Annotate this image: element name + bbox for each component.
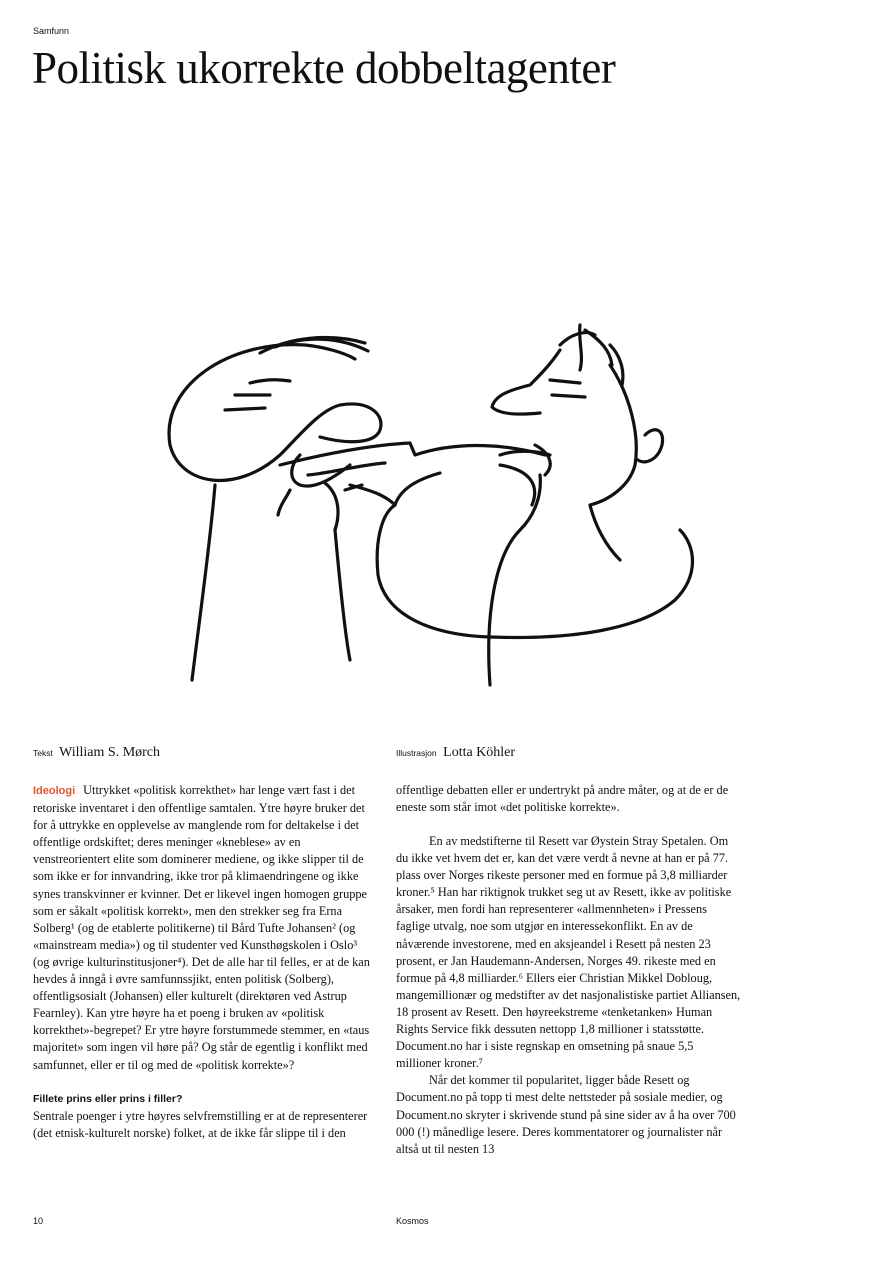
author-label: Tekst	[33, 748, 53, 758]
article-paragraph-4: Når det kommer til popularitet, ligger både Resett og Document.no på topp ti mest delte nettsteder på sosiale medier, og Document.no skryter i skrivende stund på sine sider av å ha over 700 000 (!) månedlige lesere. Deres kommentatorer og journalister når altså ut til nesten 13	[396, 1073, 736, 1156]
article-column-right	[396, 782, 741, 1158]
article-paragraph-2: Sentrale poenger i ytre høyres selvfremstilling er at de representerer (det etnisk-kulturelt norske) folket, at de ikke får slippe til i den	[33, 1108, 368, 1140]
article-subheading: Fillete prins eller prins i filler?	[33, 1092, 183, 1105]
author-credit	[33, 745, 160, 761]
illustrator-label: Illustrasjon	[396, 748, 437, 758]
article-headline: Politisk ukorrekte dobbeltagenter	[32, 43, 616, 93]
author-name: William S. Mørch	[59, 745, 161, 760]
article-paragraph-2-continued	[396, 782, 741, 833]
page-number: 10	[33, 1216, 44, 1226]
article-column-left	[33, 782, 373, 1142]
paragraph-2-continued-text: offentlige debatten eller er undertrykt på andre måter, og at de er de eneste som står imot «det politiske korrekte».	[396, 783, 729, 815]
illustrator-name: Lotta Köhler	[443, 745, 516, 760]
article-paragraph-3: En av medstifterne til Resett var Øystein Stray Spetalen. Om du ikke vet hvem det er, kan det være verdt å nevne at han er på 77. plass over Norges rikeste personer med en formue på 3,8 milliarder kroner.⁵ Han har riktignok trukket seg ut av Resett, ikke av politiske årsaker, men fordi han representerer «allmennheten» i Pressens faglige utvalg, noe som utgjør en interessekonflikt. En av de nåværende investorene, med en aksjeandel i Resett på nesten 23 prosent, er Jan Haudemann-Andersen, Norges 49. rikeste med en formue på 4,8 milliarder.⁶ Ellers eier Christian Mikkel Dobloug, mangemillionær og medstifter av det nasjonalistiske partiet Alliansen, 18 prosent av Resett. Den høyreekstreme «tenketanken» Human Rights Service fikk dessuten nettopp 1,8 millioner i statsstøtte. Document.no har i siste regnskap en omsetning på snaue 5,5 millioner kroner.⁷	[396, 834, 741, 1071]
two-men-speech-bubble-icon	[140, 315, 700, 695]
article-paragraph-1	[33, 782, 373, 1074]
ideology-kicker: Ideologi	[33, 785, 76, 797]
illustration	[140, 315, 700, 695]
paragraph-1-text: Uttrykket «politisk korrekthet» har lenge vært fast i det retoriske inventaret i den offentlige samtalen. Ytre høyre bruker det for å uttrykke en opplevelse av manglende rom for deltakelse i det offentlige ordskiftet; deres meninger «kneblese» av en venstreorientert elite som dominerer mediene, og ikke slipper til de som ikke er for innvandring, ikke tror på klimaendringene og ikke synes transkvinner er kvinner. Det er likevel ingen homogen gruppe som er såkalt «politisk korrekt», men den strekker seg fra Erna Solberg¹ (og de etablerte politikerne) til Bård Tufte Johansen² (og «mainstream media») og til studenter ved Kunsthøgskolen i Oslo³ (og øvrige kulturinstitusjoner⁴). Det de alle har til felles, er at de kan hevdes å inngå i øvre samfunnssjikt, enten politisk (Solberg), offentligsosialt (Johansen) eller kulturelt (direktøren ved Astrup Fearnley). Kan ytre høyre ha et poeng i bruken av «politisk korrekthet»-begrepet? Er ytre høyre forstummede stemmer, en «taus majoritet» som ingen vil høre på? Og står de egentlig i konflikt med samfunnet, eller er til og med de «politisk korrekte»?	[33, 783, 370, 1072]
section-label: Samfunn	[33, 26, 70, 36]
illustrator-credit	[396, 745, 515, 761]
publication-name: Kosmos	[396, 1216, 429, 1226]
